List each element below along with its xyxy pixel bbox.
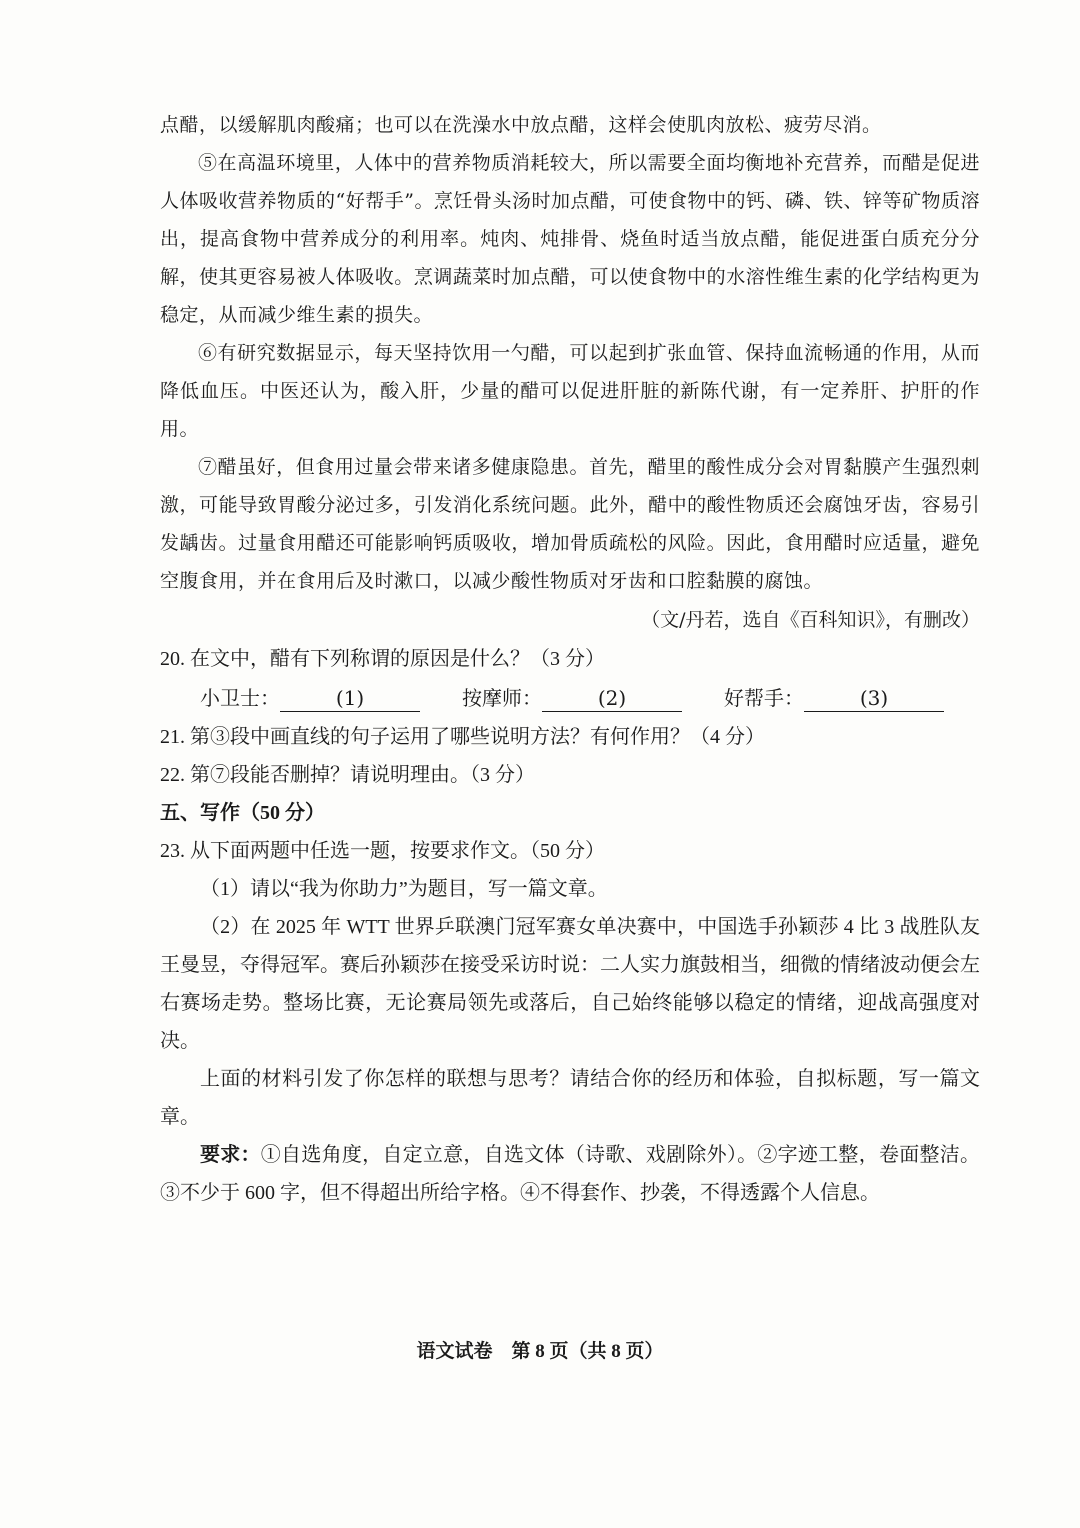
blank-item-3 xyxy=(724,678,944,718)
writing-option-2: （2）在 2025 年 WTT 世界乒联澳门冠军赛女单决赛中，中国选手孙颖莎 4 比 3 战胜队友王曼昱，夺得冠军。赛后孙颖莎在接受采访时说：二人实力旗鼓相当，细微的情绪波动便会左右赛场走势。整场比赛，无论赛局领先或落后，自己始终能够以稳定的情绪，迎战高强度对决。 xyxy=(160,916,980,1052)
answer-blank[interactable]: (2) xyxy=(542,685,682,712)
blank-label: 好帮手： xyxy=(724,686,804,710)
article-paragraph-continued: 点醋，以缓解肌肉酸痛；也可以在洗澡水中放点醋，这样会使肌肉放松、疲劳尽消。 xyxy=(160,114,882,136)
blank-item-1 xyxy=(200,678,420,718)
requirements-text: ①自选角度，自定立意，自选文体（诗歌、戏剧除外）。②字迹工整，卷面整洁。③不少于 600 字，但不得超出所给字格。④不得套作、抄袭，不得透露个人信息。 xyxy=(160,1144,981,1204)
article-paragraph-6: ⑥有研究数据显示，每天坚持饮用一勺醋，可以起到扩张血管、保持血流畅通的作用，从而降低血压。中医还认为，酸入肝，少量的醋可以促进肝脏的新陈代谢，有一定养肝、护肝的作用。 xyxy=(160,342,980,440)
article-paragraph-5: ⑤在高温环境里，人体中的营养物质消耗较大，所以需要全面均衡地补充营养，而醋是促进人体吸收营养物质的“好帮手”。烹饪骨头汤时加点醋，可使食物中的钙、磷、铁、锌等矿物质溶出，提高食物中营养成分的利用率。炖肉、炖排骨、烧鱼时适当放点醋，能促进蛋白质充分分解，使其更容易被人体吸收。烹调蔬菜时加点醋，可以使食物中的水溶性维生素的化学结构更为稳定，从而减少维生素的损失。 xyxy=(160,152,980,326)
page-content xyxy=(160,106,980,1212)
blank-label: 按摩师： xyxy=(462,686,542,710)
answer-blank[interactable]: (1) xyxy=(280,685,420,712)
question-21: 21. 第③段中画直线的句子运用了哪些说明方法？有何作用？（4 分） xyxy=(160,726,765,748)
writing-requirements xyxy=(160,1136,980,1212)
question-20: 20. 在文中，醋有下列称谓的原因是什么？（3 分） xyxy=(160,648,605,670)
blank-label: 小卫士： xyxy=(200,686,280,710)
article-paragraph-7: ⑦醋虽好，但食用过量会带来诸多健康隐患。首先，醋里的酸性成分会对胃黏膜产生强烈刺激，可能导致胃酸分泌过多，引发消化系统问题。此外，醋中的酸性物质还会腐蚀牙齿，容易引发龋齿。过量食用醋还可能影响钙质吸收，增加骨质疏松的风险。因此，食用醋时应适量，避免空腹食用，并在食用后及时漱口，以减少酸性物质对牙齿和口腔黏膜的腐蚀。 xyxy=(160,456,980,592)
question-22: 22. 第⑦段能否删掉？请说明理由。（3 分） xyxy=(160,764,535,786)
answer-blank[interactable]: (3) xyxy=(804,685,944,712)
writing-prompt: 上面的材料引发了你怎样的联想与思考？请结合你的经历和体验，自拟标题，写一篇文章。 xyxy=(160,1068,980,1128)
requirements-label: 要求： xyxy=(200,1144,261,1166)
writing-option-1: （1）请以“我为你助力”为题目，写一篇文章。 xyxy=(200,878,608,900)
blank-item-2 xyxy=(462,678,682,718)
question-23: 23. 从下面两题中任选一题，按要求作文。（50 分） xyxy=(160,840,605,862)
page-footer: 语文试卷 第 8 页（共 8 页） xyxy=(416,1341,664,1362)
section-heading-writing: 五、写作（50 分） xyxy=(160,802,325,824)
article-source: （文/丹若，选自《百科知识》，有删改） xyxy=(641,609,980,631)
question-20-blanks xyxy=(160,678,980,718)
